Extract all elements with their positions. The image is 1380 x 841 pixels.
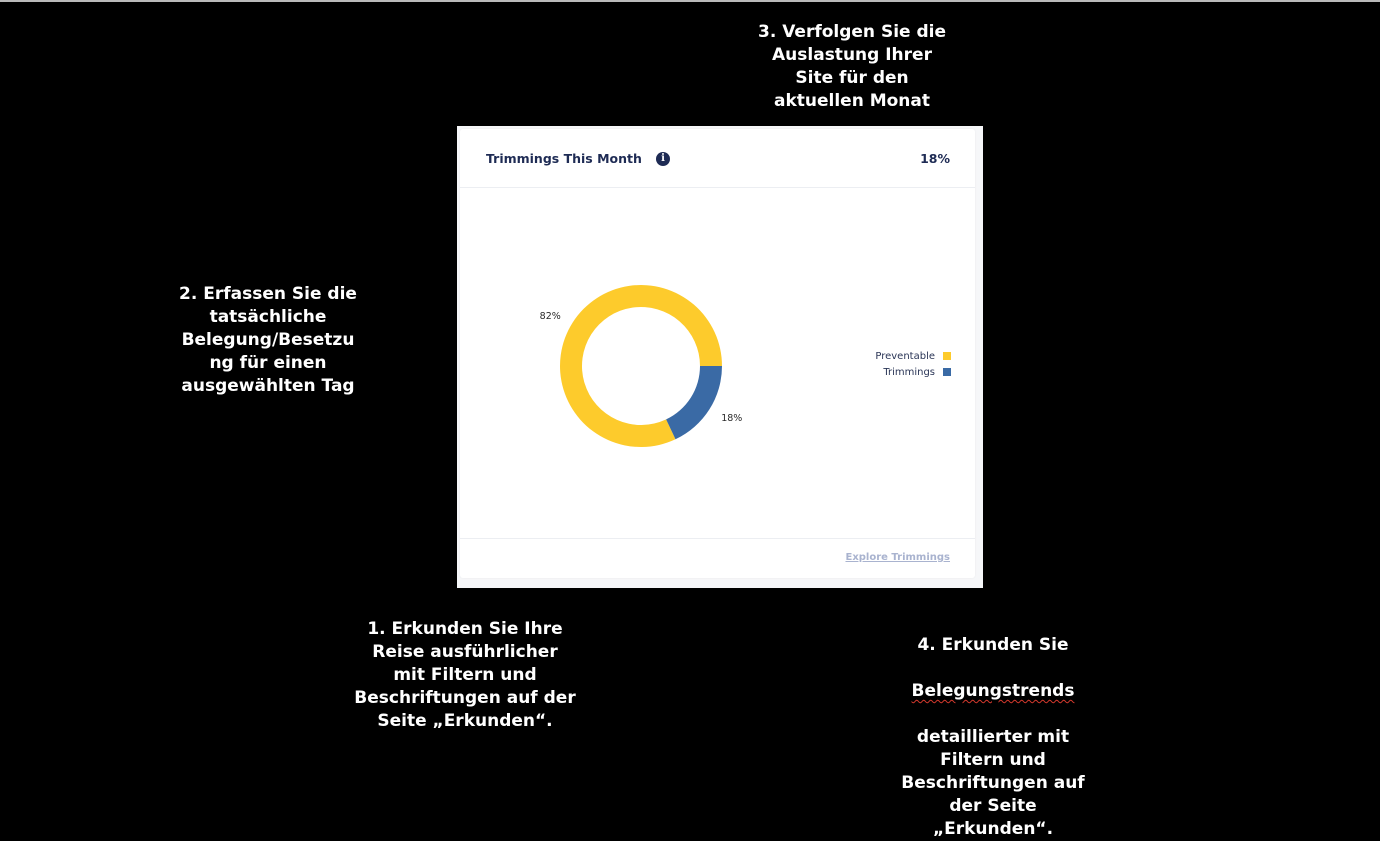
legend-label: Trimmings	[883, 366, 935, 378]
donut-slice-trimmings[interactable]	[666, 366, 722, 439]
annotation-step-4	[880, 611, 1106, 841]
card-percentage-value: 18%	[920, 151, 950, 166]
annotation-step-4-line2: Belegungstrends	[911, 681, 1075, 701]
annotation-step-4-rest: detaillierter mit Filtern und Beschriftungen auf der Seite „Erkunden“.	[901, 727, 1085, 839]
donut-label-trimmings: 18%	[721, 412, 743, 424]
trimmings-card	[460, 129, 975, 578]
card-footer	[460, 538, 975, 578]
widget-screenshot	[457, 126, 983, 588]
legend-label: Preventable	[875, 350, 935, 362]
annotation-step-1: 1. Erkunden Sie Ihre Reise ausführlicher mit Filtern und Beschriftungen auf der Seite „Erkunden“.	[354, 619, 576, 731]
annotation-step-3: 3. Verfolgen Sie die Auslastung Ihrer Site für den aktuellen Monat	[757, 22, 946, 111]
info-icon[interactable]: i	[656, 152, 670, 166]
donut-label-preventable: 82%	[539, 311, 561, 323]
card-title: Trimmings This Month	[486, 151, 642, 166]
annotation-step-4-line1: 4. Erkunden Sie	[917, 635, 1069, 655]
legend-swatch	[943, 368, 951, 376]
card-header	[460, 129, 975, 188]
legend-swatch	[943, 352, 951, 360]
legend-item-trimmings[interactable]	[875, 364, 951, 380]
top-border	[0, 0, 1380, 2]
legend-item-preventable[interactable]	[875, 348, 951, 364]
annotation-step-2: 2. Erfassen Sie die tatsächliche Belegung/Besetzu ng für einen ausgewählten Tag	[179, 284, 357, 396]
explore-trimmings-link[interactable]: Explore Trimmings	[845, 552, 950, 563]
chart-legend	[875, 348, 951, 380]
